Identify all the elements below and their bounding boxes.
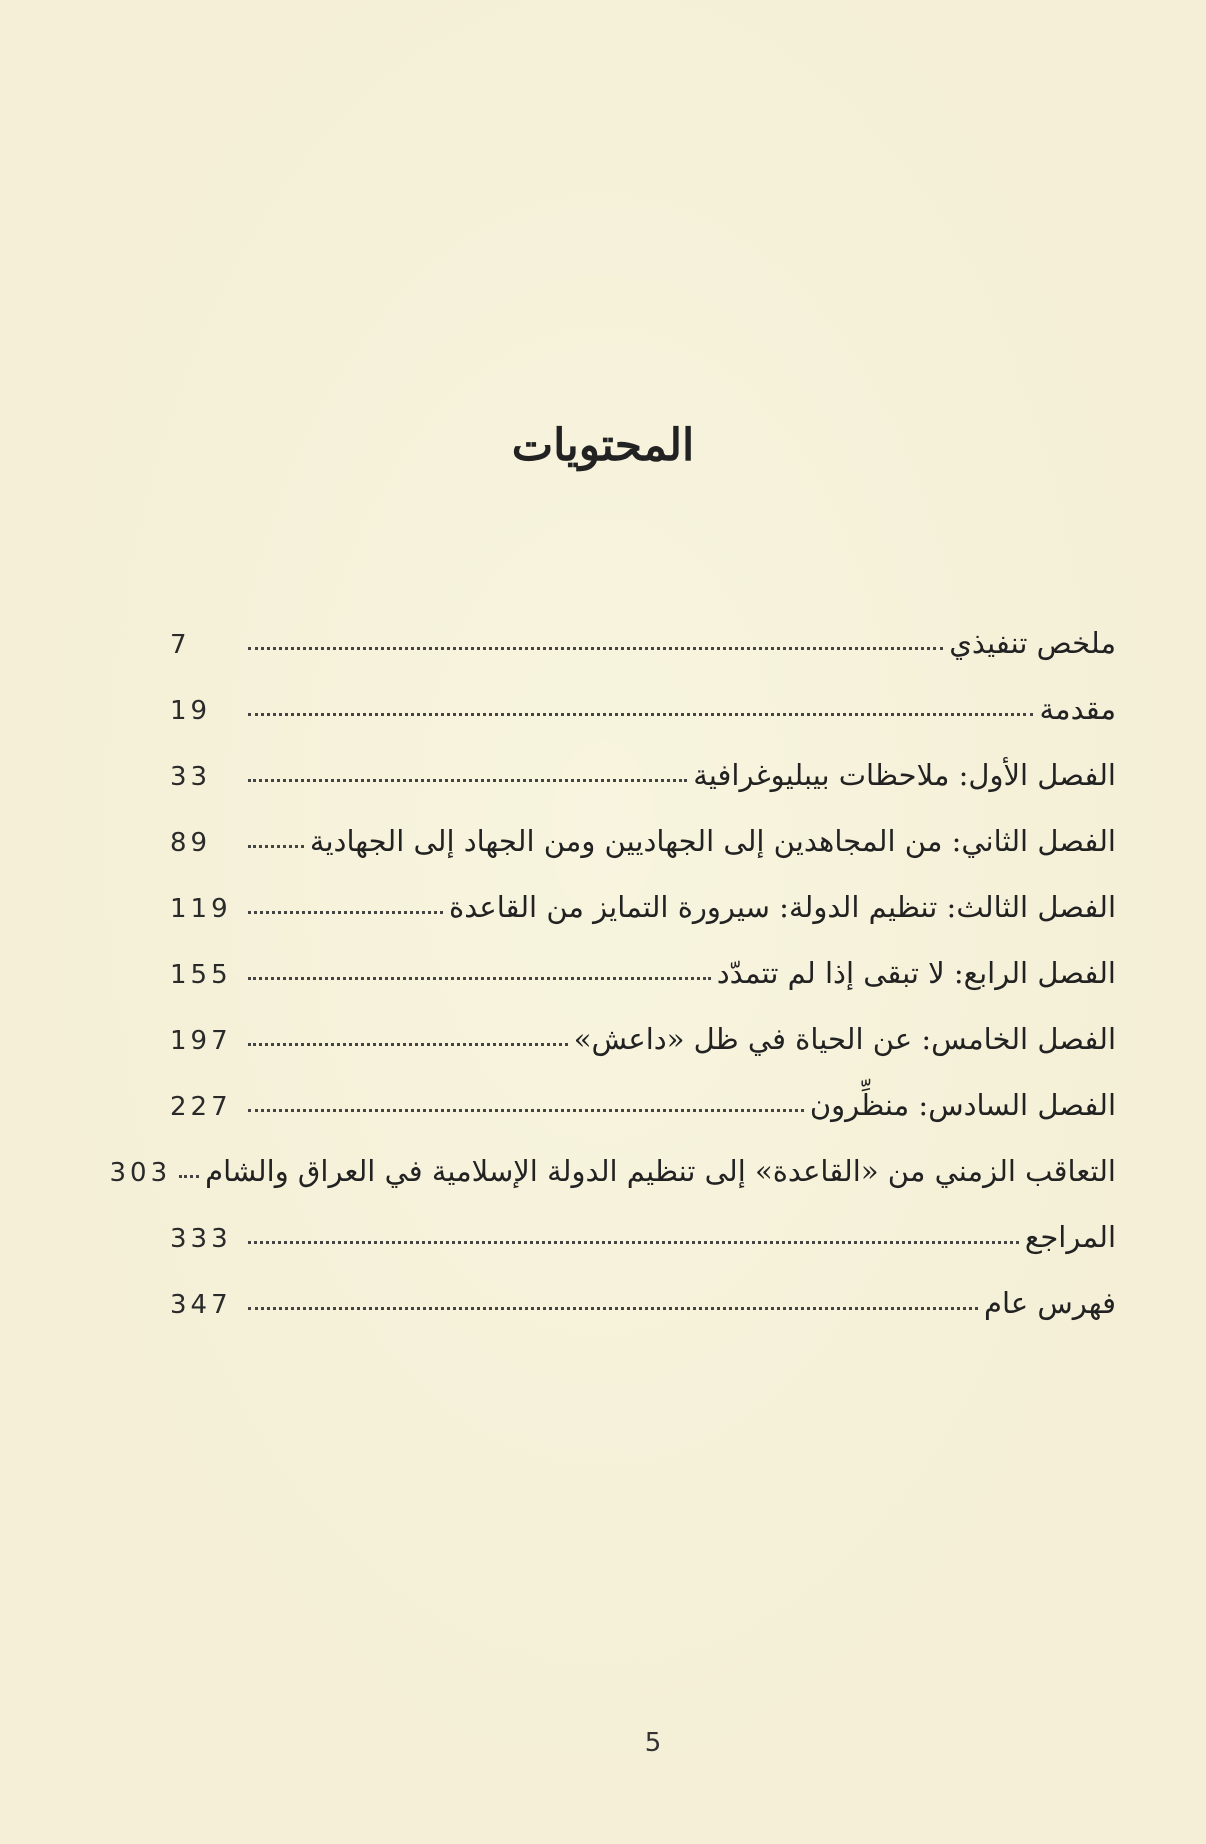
dot-leader [248,1307,978,1310]
toc-page-number: 155 [170,960,232,990]
toc-entry [109,1128,1116,1194]
toc-page-number: 33 [170,762,212,792]
toc-page-number: 19 [170,696,212,726]
contents-title: المحتويات [511,420,695,471]
toc-entry-title: الفصل الخامس: عن الحياة في ظل «داعش» [573,1022,1116,1056]
toc-entry-title: المراجع [1024,1220,1116,1254]
table-of-contents [109,600,1116,1326]
toc-entry [170,1260,1116,1326]
dot-leader [248,1241,1019,1244]
toc-page-number: 347 [170,1290,232,1320]
dot-leader [248,1043,568,1046]
dot-leader [248,713,1033,716]
toc-entry [170,864,1116,930]
page-number-footer: 5 [644,1728,662,1758]
dot-leader [248,911,443,914]
toc-page-number: 7 [170,630,191,660]
toc-entry [170,600,1116,666]
toc-entry-title: مقدمة [1039,692,1116,726]
toc-entry-title: الفصل الأول: ملاحظات بيبليوغرافية [693,758,1116,792]
toc-entry [170,732,1116,798]
dot-leader [248,647,943,650]
toc-entry-title: التعاقب الزمني من «القاعدة» إلى تنظيم الدولة الإسلامية في العراق والشام [205,1154,1116,1188]
toc-page-number: 333 [170,1224,232,1254]
toc-page-number: 89 [170,828,212,858]
dot-leader [248,977,711,980]
dot-leader [179,1175,199,1178]
toc-page-number: 197 [170,1026,232,1056]
toc-page-number: 227 [170,1092,232,1122]
toc-entry-title: الفصل الرابع: لا تبقى إذا لم تتمدّد [716,956,1116,990]
toc-entry-title: الفصل السادس: منظِّرون [809,1088,1116,1122]
dot-leader [248,779,687,782]
toc-entry [170,996,1116,1062]
toc-page-number: 303 [109,1158,172,1188]
toc-entry [170,1194,1116,1260]
toc-entry [170,666,1116,732]
dot-leader [248,845,304,848]
toc-entry [170,1062,1116,1128]
toc-entry [170,798,1116,864]
toc-entry-title: الفصل الثالث: تنظيم الدولة: سيرورة التمايز من القاعدة [449,890,1116,924]
toc-entry-title: ملخص تنفيذي [949,626,1116,660]
toc-entry-title: الفصل الثاني: من المجاهدين إلى الجهاديين ومن الجهاد إلى الجهادية [309,824,1116,858]
toc-entry [170,930,1116,996]
toc-page-number: 119 [170,894,232,924]
toc-entry-title: فهرس عام [984,1286,1116,1320]
dot-leader [248,1109,804,1112]
